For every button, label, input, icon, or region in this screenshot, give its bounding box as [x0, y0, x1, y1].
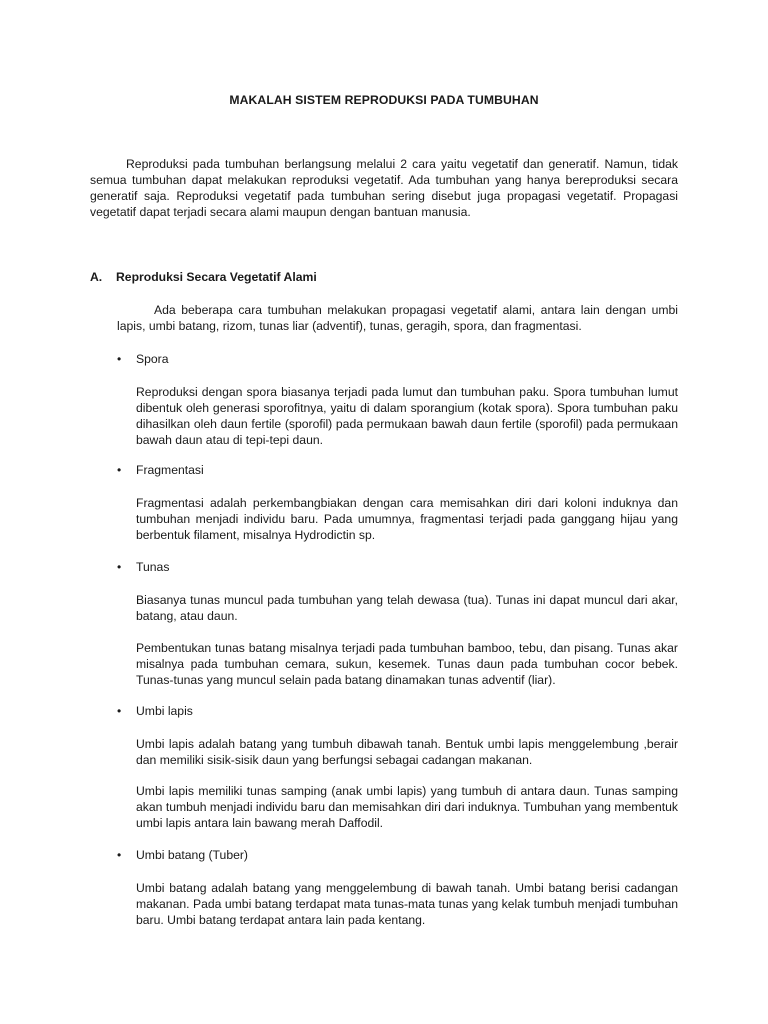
list-item-umbi-lapis [117, 703, 193, 719]
item-paragraph: Pembentukan tunas batang misalnya terjadi pada tumbuhan bamboo, tebu, dan pisang. Tunas akar misalnya pada tumbuhan cemara, sukun, kesemek. Tunas daun pada tumbuhan cocor bebek. Tunas-tunas yang muncul selain pada batang dinamakan tunas adventif (liar). [136, 641, 678, 687]
section-intro-paragraph: Ada beberapa cara tumbuhan melakukan propagasi vegetatif alami, antara lain dengan umbi lapis, umbi batang, rizom, tunas liar (adventif), tunas, geragih, spora, dan fragmentasi. [117, 303, 678, 333]
item-paragraph: Biasanya tunas muncul pada tumbuhan yang telah dewasa (tua). Tunas ini dapat muncul dari akar, batang, atau daun. [136, 593, 678, 623]
bullet-icon: • [117, 560, 122, 574]
item-paragraph: Umbi batang adalah batang yang menggelembung di bawah tanah. Umbi batang berisi cadangan makanan. Pada umbi batang terdapat mata tunas-mata tunas yang kelak tumbuh menjadi tumbuhan baru. Umbi batang terdapat antara lain pada kentang. [136, 881, 678, 927]
list-item-label: Fragmentasi [136, 463, 204, 477]
document-title: MAKALAH SISTEM REPRODUKSI PADA TUMBUHAN [229, 93, 539, 107]
list-item-label: Spora [136, 352, 169, 366]
list-item-spora [117, 351, 169, 367]
section-letter: A. [90, 270, 103, 284]
bullet-icon: • [117, 704, 122, 718]
list-item-fragmentasi [117, 462, 204, 478]
list-item-label: Tunas [136, 560, 170, 574]
list-item-label: Umbi lapis [136, 704, 193, 718]
bullet-icon: • [117, 463, 122, 477]
bullet-icon: • [117, 352, 122, 366]
bullet-icon: • [117, 848, 122, 862]
item-paragraph: Reproduksi dengan spora biasanya terjadi pada lumut dan tumbuhan paku. Spora tumbuhan lumut dibentuk oleh generasi sporofitnya, yaitu di dalam sporangium (kotak spora). Spora tumbuhan paku dihasilkan oleh daun fertile (sporofil) pada permukaan bawah daun fertile (sporofil) pada permukaan bawah daun atau di tepi-tepi daun. [136, 385, 678, 447]
item-paragraph: Umbi lapis memiliki tunas samping (anak umbi lapis) yang tumbuh di antara daun. Tunas samping akan tumbuh menjadi individu baru dan memisahkan diri dari induknya. Tumbuhan yang membentuk umbi lapis antara lain bawang merah Daffodil. [136, 784, 678, 830]
list-item-umbi-batang [117, 847, 248, 863]
section-heading [90, 269, 317, 285]
intro-paragraph: Reproduksi pada tumbuhan berlangsung melalui 2 cara yaitu vegetatif dan generatif. Namun, tidak semua tumbuhan dapat melakukan reproduksi vegetatif. Ada tumbuhan yang hanya bereproduksi secara generatif saja. Reproduksi vegetatif pada tumbuhan sering disebut juga propagasi vegetatif. Propagasi vegetatif dapat terjadi secara alami maupun dengan bantuan manusia. [90, 157, 678, 219]
item-paragraph: Umbi lapis adalah batang yang tumbuh dibawah tanah. Bentuk umbi lapis menggelembung ,berair dan memiliki sisik-sisik daun yang berfungsi sebagai cadangan makanan. [136, 737, 678, 767]
list-item-label: Umbi batang (Tuber) [136, 848, 248, 862]
item-paragraph: Fragmentasi adalah perkembangbiakan dengan cara memisahkan diri dari koloni induknya dan tumbuhan menjadi individu baru. Pada umumnya, fragmentasi terjadi pada ganggang hijau yang berbentuk filament, misalnya Hydrodictin sp. [136, 496, 678, 542]
section-heading-text: Reproduksi Secara Vegetatif Alami [116, 270, 317, 284]
list-item-tunas [117, 559, 169, 575]
